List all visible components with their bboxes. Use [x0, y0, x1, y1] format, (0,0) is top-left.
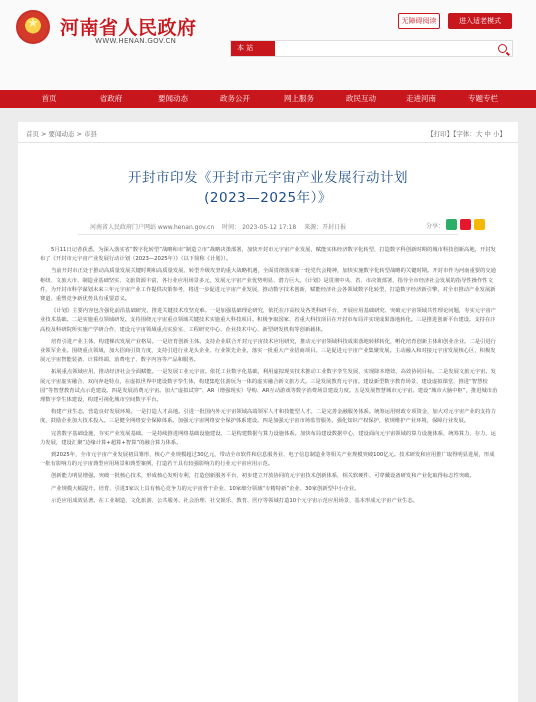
national-emblem-icon[interactable] [16, 10, 50, 44]
elder-mode-button[interactable]: 进入适老模式 [448, 13, 512, 29]
accessible-reading-button[interactable]: 无障碍阅读 [398, 13, 440, 29]
article-paragraph: 产业规模大幅提升。培育、引进3家以上具有核心竞争力的元宇宙骨干企业、10家细分领域“专精特新”企业、30家创新型中小企业。 [51, 485, 360, 492]
article-paragraph: 《计划》主要内容包含强化前沿基础研究，推进关键技术攻坚克难。一是加强基础理论研究，依托在汴高校及各类科研平台，开展应用基础研究、突破元宇宙领域共性理论问题，夯实元宇宙产业技术基础。二是实施重点领域研发。支持围绕元宇宙重点领域关键技术实施重大科技项目。积极争取国家、省重大科技项目在开封市布局并实现成果落地转化。三是推进创新平台建设。支持在汴高校及科研院所实施产学研合作，建设元宇宙领域重点实验室、工程研究中心、企业技术中心、新型研发机构等创新载体。 [40, 308, 496, 333]
search-input[interactable] [277, 41, 487, 56]
breadcrumb-home[interactable]: 首页 [26, 130, 39, 138]
print-font-tools[interactable]: 【打印】【字体：大 中 小】 [427, 130, 506, 138]
nav-item-gov-affairs[interactable]: 政务公开 [220, 94, 250, 103]
search-icon[interactable] [498, 44, 507, 53]
article-paragraph: 示范应用成效显著。在工业制造、文化旅游、公共服务、社会治理、社交娱乐、教育、医疗等领域打造10个元宇宙示范应用场景，基本形成元宇宙产业生态。 [51, 497, 418, 504]
share-label: 分享： [426, 223, 445, 230]
article-paragraph: 构建产业生态，营造良好发展环境。一是打造人才高地。引进一批国内外元宇宙领域高端领军人才和技能型人才。二是完善金融服务体系。统筹运用财政专项资金，加大对元宇宙产业的支持力度，鼓励企业加大技术投入。三是健全网络安全保障体系。加强元宇宙网络安全保护体系建设。四是加强元宇宙市场监管服务。强化知识产权保护，依规维护产业环境，保障行业发展。 [40, 409, 496, 425]
nav-item-news[interactable]: 要闻动态 [158, 94, 188, 103]
search-bar [230, 40, 513, 57]
nav-item-interaction[interactable]: 政民互动 [346, 94, 376, 103]
breadcrumb-city[interactable]: 市县 [83, 130, 97, 138]
wechat-icon[interactable] [446, 219, 457, 230]
article-paragraph: 完善数字基础设施，夯实产业发展基础。一是持续推进网络基础设施建设。二是构建数据与算力设施体系。加快布局建设数据中心，建设面向元宇宙领域的算力设施体系，统筹算力、存力、运力发展，建设汇聚“边缘计算+超算+智算”的融合算力体系。 [40, 430, 496, 446]
main-nav [0, 90, 536, 108]
article-source: 河南省人民政府门户网站 www.henan.gov.cn [90, 224, 215, 231]
divider [18, 142, 518, 143]
breadcrumb: 首页 > 要闻动态 > 市县 [26, 130, 97, 138]
article-paragraph: 创新能力明显增强。突破一批核心技术，形成核心发明专利，打造创新服务平台，初步建立开放协同的元宇宙技术创新体系，相关软硬件、可穿戴设备研发和产业化取得标志性突破。 [51, 473, 475, 480]
article-origin: 来源：开封日报 [304, 224, 347, 231]
article-title-line2: (2023—2025年）》 [204, 190, 332, 206]
qzone-icon[interactable] [474, 219, 485, 230]
breadcrumb-news[interactable]: 要闻动态 [48, 130, 75, 138]
article-paragraph: 5月11日记者获悉，为深入落实省“数字化转型”战略和市“制造立市”战略决策部署，加快开封市元宇宙产业发展，赋能实体经济数字化转型，打造数字科创新时期的城市科技创新高地，开封发布了《开封市元宇宙产业发展行动计划（2023—2025年）》（以下简称《计划》）。 [40, 247, 496, 263]
weibo-icon[interactable] [460, 219, 471, 230]
article-panel [18, 122, 518, 702]
article-paragraph: 培育引进产业主体，构建梯次发展产业格局。一是培育创新主体。支持企业联合开封元宇宙技术应用研究，推动元宇宙领域科技成果落地转移转化，孵化培育创新主体和创业企业。二是引进行业领军企业。围绕重点领域，加大招商引资力度，支持引进行业龙头企业、行业领先企业，落实一批重大产业招商项目。三是促进元宇宙产业集聚发展。主动融入和对接元宇宙发展核心区，积极发展元宇宙智能装备、计算终端、消费电子、数字内容等产品和服务。 [40, 338, 496, 364]
divider [78, 234, 458, 235]
nav-item-about-henan[interactable]: 走进河南 [406, 94, 436, 103]
nav-item-online-services[interactable]: 网上服务 [284, 94, 314, 103]
search-scope-select[interactable]: 本 站 [231, 41, 275, 56]
article-paragraph: 到2025年，全市元宇宙产业发展初具雏形，核心产业规模超过30亿元，带动全市软件和信息服务业、电子信息制造业等相关产业规模突破100亿元。技术研发和应用推广取得明显进展，形成一批有影响力的元宇宙典型应用场景和典型案例，打造若干具有较强影响力的行业元宇宙应用示范。 [40, 452, 495, 468]
article-body [40, 246, 498, 509]
article-paragraph: 拓展重点领域应用，推动经济社会全面赋能。一是发展工业元宇宙。依托工业数字化基础，利用虚拟现实技术推动工业数字孪生发展，实现降本增效、高效协同目标。二是发展文旅元宇宙。发展元宇宙虚实融合、双向奔赴特点，在虚拟世界中建设数字孪生体，构建集吃住游玩为一体的虚实融合新文旅方式。三是发展教育元宇宙。建设新型数字教育场景，建设虚拟课堂、推进“智慧校园”等智慧教育试点示范建设。四是发展消费元宇宙。加大“虚拟试穿”、AR（增强现实）导购、AR互动游戏等数字消费场景建设力度。五是发展智慧城市元宇宙。建设“城市大脑中枢”，推进城市治理数字孪生体建设，构建可视化城市空间数字平台。 [40, 369, 498, 404]
site-title[interactable]: 河南省人民政府 [60, 17, 197, 39]
nav-item-topics[interactable]: 专题专栏 [468, 94, 498, 103]
site-header [0, 0, 536, 90]
site-url: WWW.HENAN.GOV.CN [95, 37, 177, 45]
nav-item-provincial-gov[interactable]: 省政府 [99, 94, 123, 103]
nav-item-home[interactable]: 首页 [41, 94, 57, 103]
article-time: 时间： 2023-05-12 17:18 [222, 224, 297, 231]
article-title-line1: 开封市印发《开封市元宇宙产业发展行动计划 [128, 170, 408, 186]
article-meta [90, 222, 352, 231]
article-paragraph: 当前开封市正处于推动高质量发展关键时期和高质量发展、转型升级攻坚的重大战略机遇，全面贯彻落实新一轮党代会精神，加快实施数字化转型战略的关键时期。开封市作为河南重要的交通枢纽、文旅大市、制造业基础坚实、文旅资源丰富，各行业应用场景多元，发展元宇宙产业优势明显、潜力巨大。《计划》是贯彻中央、省、市决策部署，指导全市经济社会发展的指导性操作性文件，为开封市科学谋划未来三年元宇宙产业工作提供决策参考，将进一步促进元宇宙产业发展，推动数字技术创新，赋能经济社会各领域数字化转型，打造数字经济新引擎，对全市推动产业发展新赛道、重塑竞争新优势具有重要意义。 [40, 268, 496, 303]
